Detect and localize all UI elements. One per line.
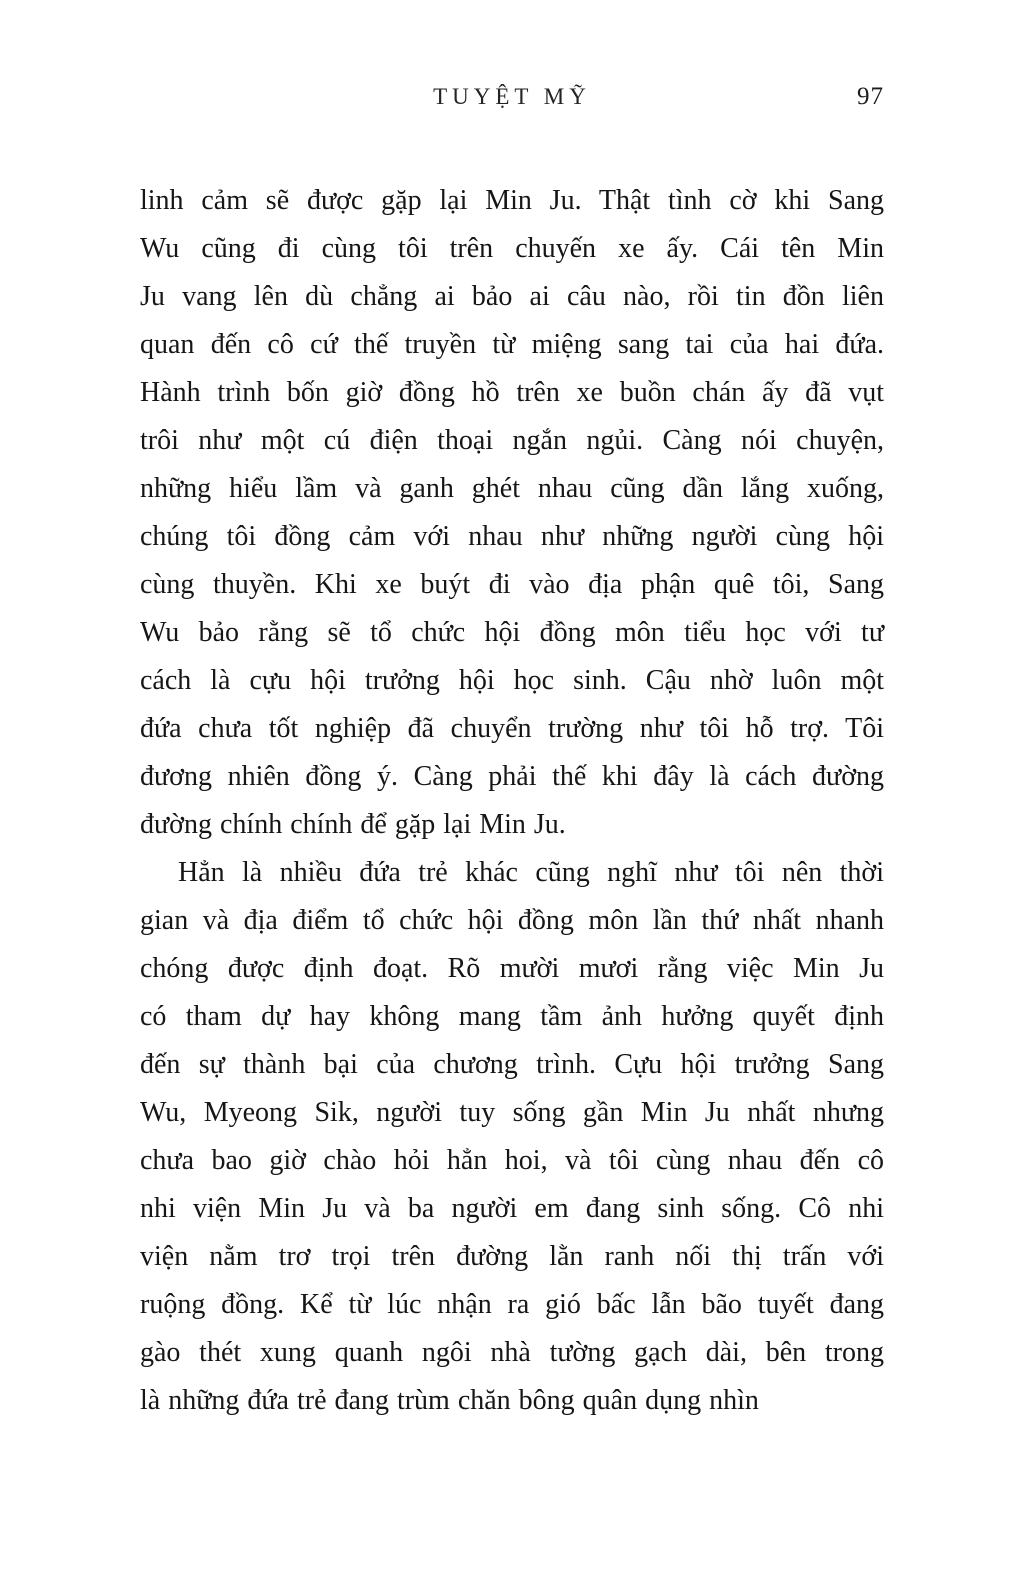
- text-line: linh cảm sẽ được gặp lại Min Ju. Thật tình cờ khi Sang: [140, 185, 884, 216]
- text-line: Wu, Myeong Sik, người tuy sống gần Min Ju nhất nhưng: [140, 1097, 884, 1128]
- text-line: gào thét xung quanh ngôi nhà tường gạch dài, bên trong: [140, 1337, 884, 1368]
- paragraph-1: [140, 177, 884, 849]
- text-line: trôi như một cú điện thoại ngắn ngủi. Càng nói chuyện,: [140, 425, 884, 456]
- paragraph-2: [140, 849, 884, 1425]
- running-title: TUYỆT MỸ: [433, 84, 591, 109]
- page-number: 97: [857, 83, 884, 110]
- text-line: đương nhiên đồng ý. Càng phải thế khi đây là cách đường: [140, 761, 884, 792]
- text-line: Hành trình bốn giờ đồng hồ trên xe buồn chán ấy đã vụt: [140, 377, 884, 408]
- page-header: [140, 84, 884, 116]
- text-line: Hẳn là nhiều đứa trẻ khác cũng nghĩ như tôi nên thời: [178, 857, 884, 888]
- text-line: nhi viện Min Ju và ba người em đang sinh sống. Cô nhi: [140, 1193, 884, 1224]
- text-line: chưa bao giờ chào hỏi hẳn hoi, và tôi cùng nhau đến cô: [140, 1145, 884, 1176]
- text-line: gian và địa điểm tổ chức hội đồng môn lần thứ nhất nhanh: [140, 905, 884, 936]
- text-line: chúng tôi đồng cảm với nhau như những người cùng hội: [140, 521, 884, 552]
- text-line: cách là cựu hội trưởng hội học sinh. Cậu nhờ luôn một: [140, 665, 884, 696]
- text-line: đứa chưa tốt nghiệp đã chuyển trường như tôi hỗ trợ. Tôi: [140, 713, 884, 744]
- text-line: Wu bảo rằng sẽ tổ chức hội đồng môn tiểu học với tư: [140, 617, 884, 648]
- text-line: Ju vang lên dù chẳng ai bảo ai câu nào, rồi tin đồn liên: [140, 281, 884, 312]
- text-line: viện nằm trơ trọi trên đường lằn ranh nối thị trấn với: [140, 1241, 884, 1272]
- text-line: quan đến cô cứ thế truyền từ miệng sang tai của hai đứa.: [140, 329, 884, 360]
- text-line: là những đứa trẻ đang trùm chăn bông quân dụng nhìn: [140, 1385, 759, 1416]
- text-line: đường chính chính để gặp lại Min Ju.: [140, 809, 566, 840]
- body-text: [140, 177, 884, 1425]
- text-line: Wu cũng đi cùng tôi trên chuyến xe ấy. Cái tên Min: [140, 233, 884, 264]
- text-line: chóng được định đoạt. Rõ mười mươi rằng việc Min Ju: [140, 953, 884, 984]
- text-line: đến sự thành bại của chương trình. Cựu hội trưởng Sang: [140, 1049, 884, 1080]
- text-line: những hiểu lầm và ganh ghét nhau cũng dần lắng xuống,: [140, 473, 884, 504]
- text-line: cùng thuyền. Khi xe buýt đi vào địa phận quê tôi, Sang: [140, 569, 884, 600]
- text-line: ruộng đồng. Kể từ lúc nhận ra gió bấc lẫn bão tuyết đang: [140, 1289, 884, 1320]
- text-line: có tham dự hay không mang tầm ảnh hưởng quyết định: [140, 1001, 884, 1032]
